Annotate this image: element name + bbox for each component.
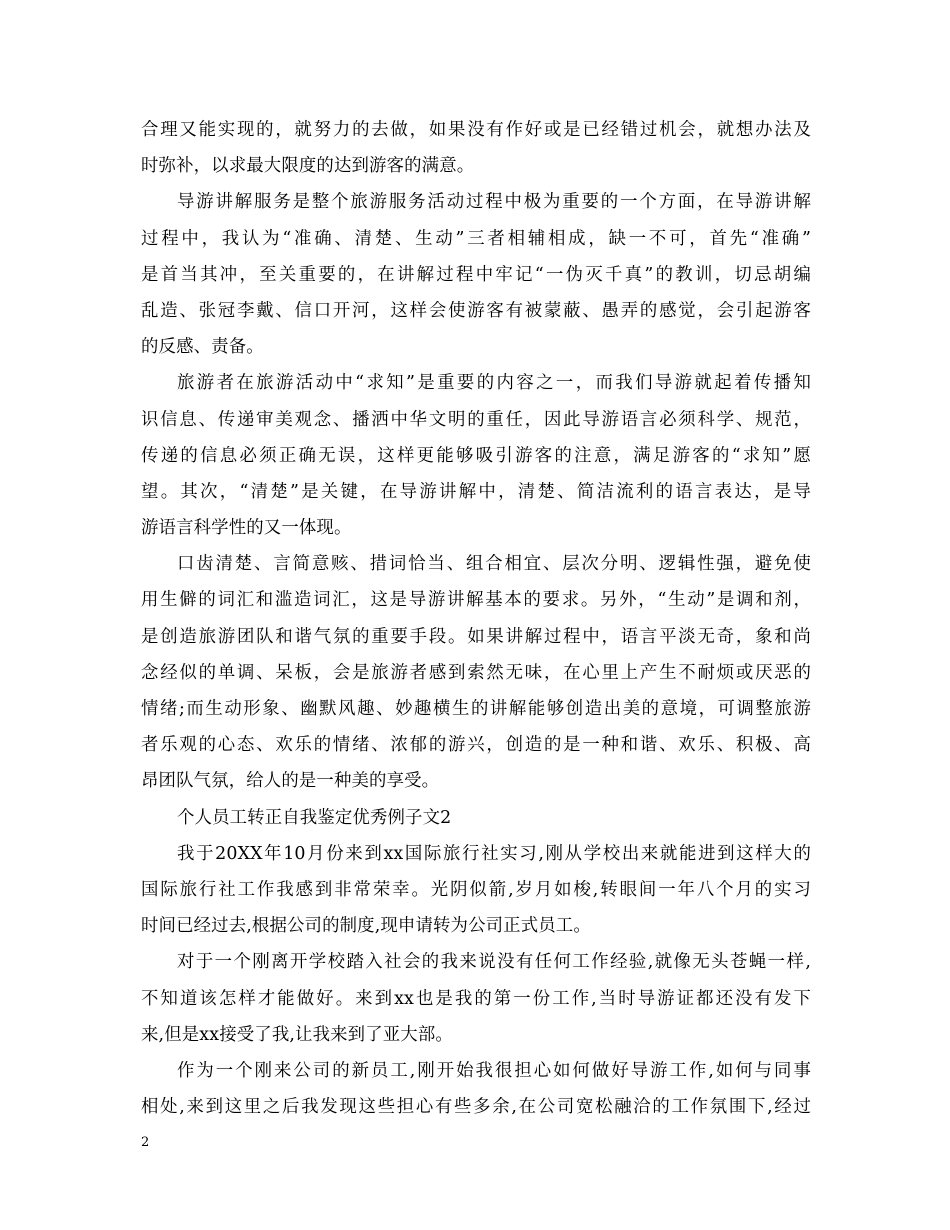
text-line: 国际旅行社工作我感到非常荣幸。光阴似箭,岁月如梭,转眼间一年八个月的实习 xyxy=(141,879,811,900)
text-line: 口齿清楚、言简意赅、措词恰当、组合相宜、层次分明、逻辑性强，避免使 xyxy=(177,554,811,575)
text-line: 导游讲解服务是整个旅游服务活动过程中极为重要的一个方面，在导游讲解 xyxy=(177,192,811,213)
text-line: 时间已经过去,根据公司的制度,现申请转为公司正式员工。 xyxy=(141,916,591,937)
text-line: 的反感、责备。 xyxy=(141,337,264,358)
text-line: 过程中，我认为“准确、清楚、生动”三者相辅相成，缺一不可，首先“准确” xyxy=(141,228,811,249)
text-line: 来,但是xx接受了我,让我来到了亚大部。 xyxy=(141,1024,453,1045)
text-line: 望。其次，“清楚”是关键，在导游讲解中，清楚、简洁流利的语言表达，是导 xyxy=(141,481,811,502)
text-line: 不知道该怎样才能做好。来到xx也是我的第一份工作,当时导游证都还没有发下 xyxy=(141,988,811,1009)
text-line: 个人员工转正自我鉴定优秀例子文2 xyxy=(177,807,452,828)
text-line: 相处,来到这里之后我发现这些担心有些多余,在公司宽松融洽的工作氛围下,经过 xyxy=(141,1097,811,1118)
text-line: 用生僻的词汇和滥造词汇，这是导游讲解基本的要求。另外，“生动”是调和剂， xyxy=(141,590,811,611)
text-line: 旅游者在旅游活动中“求知”是重要的内容之一，而我们导游就起着传播知 xyxy=(177,373,811,394)
text-line: 识信息、传递审美观念、播洒中华文明的重任，因此导游语言必须科学、规范， xyxy=(141,409,811,430)
text-line: 情绪;而生动形象、幽默风趣、妙趣横生的讲解能够创造出美的意境，可调整旅游 xyxy=(141,699,811,719)
text-line: 传递的信息必须正确无误，这样更能够吸引游客的注意，满足游客的“求知”愿 xyxy=(141,445,811,466)
page-number: 2 xyxy=(141,1135,150,1150)
text-line: 昂团队气氛，给人的是一种美的享受。 xyxy=(141,771,440,792)
text-line: 作为一个刚来公司的新员工,刚开始我很担心如何做好导游工作,如何与同事 xyxy=(177,1060,811,1081)
text-line: 是首当其冲，至关重要的，在讲解过程中牢记“一伪灭千真”的教训，切忌胡编 xyxy=(141,264,811,285)
text-line: 合理又能实现的，就努力的去做，如果没有作好或是已经错过机会，就想办法及 xyxy=(141,120,811,140)
document-body xyxy=(141,112,811,1125)
text-line: 我于20XX年10月份来到xx国际旅行社实习,刚从学校出来就能进到这样大的 xyxy=(177,843,811,864)
text-line: 是创造旅游团队和谐气氛的重要手段。如果讲解过程中，语言平淡无奇，象和尚 xyxy=(141,626,811,647)
text-line: 乱造、张冠李戴、信口开河，这样会使游客有被蒙蔽、愚弄的感觉，会引起游客 xyxy=(141,300,811,321)
text-line: 时弥补，以求最大限度的达到游客的满意。 xyxy=(141,156,475,177)
text-line: 者乐观的心态、欢乐的情绪、浓郁的游兴，创造的是一种和谐、欢乐、积极、高 xyxy=(141,735,811,756)
text-line: 对于一个刚离开学校踏入社会的我来说没有任何工作经验,就像无头苍蝇一样, xyxy=(177,952,811,973)
text-line: 念经似的单调、呆板，会是旅游者感到索然无味，在心里上产生不耐烦或厌恶的 xyxy=(141,662,811,683)
text-line: 游语言科学性的又一体现。 xyxy=(141,518,352,539)
